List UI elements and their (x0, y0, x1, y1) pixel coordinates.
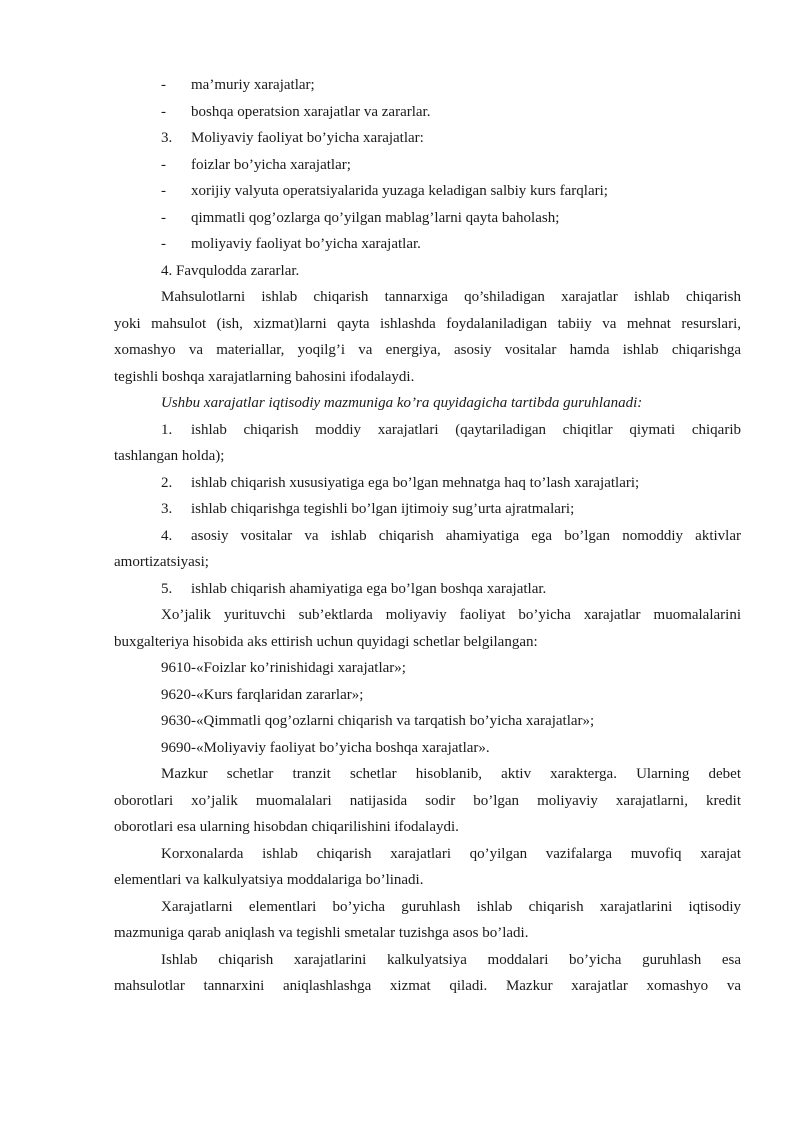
text-line: oborotlari esa ularning hisobdan chiqarilishini ifodalaydi. (114, 819, 459, 835)
list-marker: - (161, 103, 166, 120)
list-item-text: qimmatli qog’ozlarga qo’yilgan mablag’larni qayta baholash; (191, 209, 560, 226)
list-item-text: ishlab chiqarishga tegishli bo’lgan ijtimoiy sug’urta ajratmalari; (191, 501, 575, 517)
paragraph-korxonalarda (114, 841, 741, 894)
list-item-text: xorijiy valyuta operatsiyalarida yuzaga keladigan salbiy kurs farqlari; (191, 183, 608, 199)
list-item (114, 72, 741, 99)
account-item: 9620-«Kurs farqlaridan zararlar»; (161, 686, 364, 703)
list-item (114, 125, 741, 152)
list-item (114, 576, 741, 603)
text-line: yoki mahsulot (ish, xizmat)larni qayta ishlashda foydalaniladigan tabiiy va mehnat resurslari, (114, 315, 741, 332)
list-item (114, 417, 741, 444)
list-marker: - (161, 236, 166, 252)
paragraph-tannarx (114, 284, 741, 390)
text-line: Ishlab chiqarish xarajatlarini kalkulyatsiya moddalari bo’yicha guruhlash esa (161, 951, 741, 968)
italic-heading: Ushbu xarajatlar iqtisodiy mazmuniga ko’ra quyidagicha tartibda guruhlanadi: (161, 395, 643, 411)
text-line: Mazkur schetlar tranzit schetlar hisoblanib, aktiv xarakterga. Ularning debet (161, 766, 741, 782)
list-item-text: ishlab chiqarish ahamiyatiga ega bo’lgan boshqa xarajatlar. (191, 580, 547, 597)
text-line: xomashyo va materiallar, yoqilg’i va energiya, asosiy vositalar hamda ishlab chiqarishga (114, 342, 741, 358)
list-marker: 3. (161, 501, 173, 517)
list-item-continuation: tashlangan holda); (114, 448, 225, 464)
paragraph-kalkulyatsiya (114, 947, 741, 1000)
text-line: mazmuniga qarab aniqlash va tegishli smetalar tuzishga asos bo’ladi. (114, 925, 529, 941)
text-line: Xo’jalik yurituvchi sub’ektlarda moliyaviy faoliyat bo’yicha xarajatlar muomalalarini (161, 607, 741, 623)
text-line: elementlari va kalkulyatsiya moddalariga bo’linadi. (114, 872, 424, 888)
list-item-text: moliyaviy faoliyat bo’yicha xarajatlar. (191, 236, 421, 252)
list-item-text: boshqa operatsion xarajatlar va zararlar. (191, 103, 431, 120)
list-item (114, 523, 741, 550)
list-item (114, 231, 741, 258)
text-line: tegishli boshqa xarajatlarning bahosini ifodalaydi. (114, 368, 415, 385)
paragraph-elementlari (114, 894, 741, 947)
list-item (114, 99, 741, 126)
text-line: oborotlari xo’jalik muomalalari natijasida sodir bo’lgan moliyaviy xarajatlarni, kredit (114, 792, 741, 809)
account-item: 9630-«Qimmatli qog’ozlarni chiqarish va tarqatish bo’yicha xarajatlar»; (161, 713, 595, 729)
list-item-text: ishlab chiqarish moddiy xarajatlari (qaytariladigan chiqitlar qiymati chiqarib (191, 421, 741, 438)
text-line: Korxonalarda ishlab chiqarish xarajatlari qo’yilgan vazifalarga muvofiq xarajat (161, 845, 741, 862)
list-item (114, 152, 741, 179)
text-line: buxgalteriya hisobida aks ettirish uchun quyidagi schetlar belgilangan: (114, 633, 538, 650)
favqulodda-line: 4. Favqulodda zararlar. (161, 262, 300, 279)
list-marker: 3. (161, 130, 173, 146)
text-line: Xarajatlarni elementlari bo’yicha guruhlash ishlab chiqarish xarajatlarini iqtisodiy (161, 898, 741, 915)
text-line: Mahsulotlarni ishlab chiqarish tannarxiga qo’shiladigan xarajatlar ishlab chiqarish (161, 289, 741, 305)
expense-list-top (114, 72, 741, 258)
list-item-text: foizlar bo’yicha xarajatlar; (191, 156, 351, 173)
list-item (114, 205, 741, 232)
list-marker: 5. (161, 580, 173, 597)
list-item (114, 496, 741, 523)
list-marker: - (161, 183, 166, 199)
list-item (114, 178, 741, 205)
list-marker: - (161, 209, 166, 226)
list-marker: 1. (161, 421, 173, 438)
list-item-text: ma’muriy xarajatlar; (191, 77, 315, 93)
list-marker: - (161, 77, 166, 93)
list-item-text: Moliyaviy faoliyat bo’yicha xarajatlar: (191, 130, 424, 146)
paragraph-schetlar (114, 602, 741, 655)
list-item-text: asosiy vositalar va ishlab chiqarish ahamiyatiga ega bo’lgan nomoddiy aktivlar (191, 527, 741, 544)
list-marker: - (161, 156, 166, 173)
grouping-list (114, 417, 741, 603)
list-marker: 2. (161, 474, 173, 491)
text-line: mahsulotlar tannarxini aniqlashlashga xizmat qiladi. Mazkur xarajatlar xomashyo va (114, 978, 741, 994)
account-list (114, 655, 741, 761)
list-item (114, 470, 741, 497)
list-item-text: ishlab chiqarish xususiyatiga ega bo’lgan mehnatga haq to’lash xarajatlari; (191, 474, 640, 491)
list-marker: 4. (161, 527, 173, 544)
account-item: 9610-«Foizlar ko’rinishidagi xarajatlar»; (161, 660, 406, 676)
list-item-continuation: amortizatsiyasi; (114, 554, 209, 570)
account-item: 9690-«Moliyaviy faoliyat bo’yicha boshqa xarajatlar». (161, 739, 490, 756)
paragraph-tranzit (114, 761, 741, 841)
